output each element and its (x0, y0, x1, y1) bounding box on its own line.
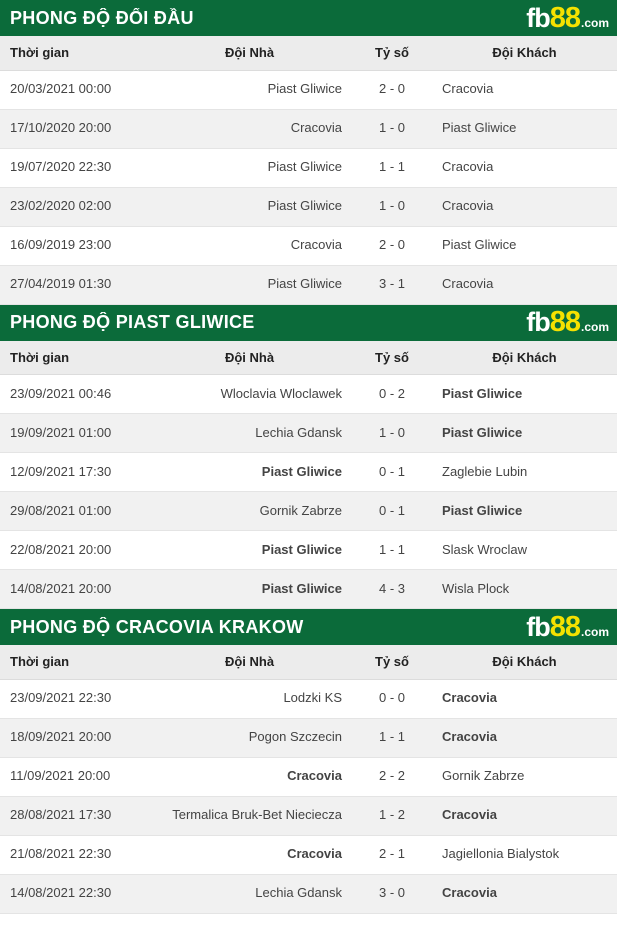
home-team: Piast Gliwice (147, 265, 352, 304)
away-team: Cracovia (432, 70, 617, 109)
home-team: Piast Gliwice (147, 453, 352, 492)
fb88-logo (526, 308, 609, 337)
away-team: Cracovia (432, 679, 617, 718)
match-score: 1 - 0 (352, 109, 432, 148)
away-team: Cracovia (432, 874, 617, 913)
logo-88-text: 88 (549, 1, 580, 34)
away-team: Gornik Zabrze (432, 757, 617, 796)
match-score: 1 - 0 (352, 414, 432, 453)
table-header-row (0, 341, 617, 375)
match-time: 12/09/2021 17:30 (0, 453, 147, 492)
logo-dotcom-text: .com (580, 15, 609, 30)
home-team: Wloclavia Wloclawek (147, 375, 352, 414)
match-time: 18/09/2021 20:00 (0, 718, 147, 757)
match-score: 0 - 2 (352, 375, 432, 414)
away-team: Piast Gliwice (432, 226, 617, 265)
away-team: Zaglebie Lubin (432, 453, 617, 492)
away-team: Cracovia (432, 265, 617, 304)
table-row (0, 375, 617, 414)
column-header-home: Đội Nhà (147, 36, 352, 70)
home-team: Lechia Gdansk (147, 874, 352, 913)
section-header (0, 0, 617, 36)
match-section (0, 609, 617, 914)
match-score: 4 - 3 (352, 570, 432, 609)
table-row (0, 109, 617, 148)
away-team: Piast Gliwice (432, 375, 617, 414)
home-team: Piast Gliwice (147, 187, 352, 226)
table-row (0, 226, 617, 265)
match-time: 21/08/2021 22:30 (0, 835, 147, 874)
table-row (0, 874, 617, 913)
away-team: Wisla Plock (432, 570, 617, 609)
home-team: Gornik Zabrze (147, 492, 352, 531)
home-team: Lechia Gdansk (147, 414, 352, 453)
away-team: Cracovia (432, 796, 617, 835)
column-header-time: Thời gian (0, 341, 147, 375)
match-time: 19/07/2020 22:30 (0, 148, 147, 187)
table-row (0, 570, 617, 609)
table-row (0, 492, 617, 531)
home-team: Cracovia (147, 835, 352, 874)
away-team: Cracovia (432, 187, 617, 226)
match-time: 11/09/2021 20:00 (0, 757, 147, 796)
match-score: 1 - 1 (352, 531, 432, 570)
away-team: Piast Gliwice (432, 414, 617, 453)
table-row (0, 757, 617, 796)
section-title: PHONG ĐỘ CRACOVIA KRAKOW (10, 616, 304, 637)
column-header-score: Tỷ số (352, 341, 432, 375)
match-section (0, 305, 617, 610)
fb88-logo (526, 1, 609, 34)
table-row (0, 187, 617, 226)
match-time: 23/09/2021 00:46 (0, 375, 147, 414)
match-score: 2 - 1 (352, 835, 432, 874)
column-header-score: Tỷ số (352, 36, 432, 70)
home-team: Cracovia (147, 757, 352, 796)
logo-fb-text: fb (526, 611, 550, 642)
match-time: 17/10/2020 20:00 (0, 109, 147, 148)
match-score: 2 - 0 (352, 226, 432, 265)
column-header-away: Đội Khách (432, 645, 617, 679)
matches-table (0, 36, 617, 305)
match-score: 1 - 1 (352, 148, 432, 187)
match-score: 1 - 1 (352, 718, 432, 757)
table-row (0, 453, 617, 492)
column-header-time: Thời gian (0, 645, 147, 679)
match-score: 2 - 2 (352, 757, 432, 796)
match-time: 23/09/2021 22:30 (0, 679, 147, 718)
table-header-row (0, 36, 617, 70)
match-time: 14/08/2021 22:30 (0, 874, 147, 913)
section-header (0, 305, 617, 341)
column-header-home: Đội Nhà (147, 645, 352, 679)
column-header-time: Thời gian (0, 36, 147, 70)
home-team: Lodzki KS (147, 679, 352, 718)
match-time: 20/03/2021 00:00 (0, 70, 147, 109)
table-row (0, 679, 617, 718)
table-row (0, 531, 617, 570)
match-time: 22/08/2021 20:00 (0, 531, 147, 570)
column-header-score: Tỷ số (352, 645, 432, 679)
matches-table (0, 341, 617, 610)
away-team: Cracovia (432, 718, 617, 757)
away-team: Piast Gliwice (432, 109, 617, 148)
home-team: Piast Gliwice (147, 531, 352, 570)
match-score: 2 - 0 (352, 70, 432, 109)
logo-dotcom-text: .com (580, 320, 609, 334)
match-time: 27/04/2019 01:30 (0, 265, 147, 304)
match-score: 3 - 0 (352, 874, 432, 913)
away-team: Piast Gliwice (432, 492, 617, 531)
table-row (0, 148, 617, 187)
column-header-away: Đội Khách (432, 341, 617, 375)
away-team: Jagiellonia Bialystok (432, 835, 617, 874)
home-team: Pogon Szczecin (147, 718, 352, 757)
column-header-away: Đội Khách (432, 36, 617, 70)
home-team: Piast Gliwice (147, 70, 352, 109)
logo-dotcom-text: .com (580, 624, 609, 639)
logo-88-text: 88 (549, 610, 580, 643)
home-team: Termalica Bruk-Bet Nieciecza (147, 796, 352, 835)
fb88-logo (526, 610, 609, 643)
logo-fb-text: fb (526, 2, 550, 33)
match-score: 1 - 0 (352, 187, 432, 226)
match-score: 0 - 0 (352, 679, 432, 718)
table-row (0, 70, 617, 109)
match-score: 3 - 1 (352, 265, 432, 304)
match-time: 28/08/2021 17:30 (0, 796, 147, 835)
section-title: PHONG ĐỘ PIAST GLIWICE (10, 312, 255, 332)
match-time: 14/08/2021 20:00 (0, 570, 147, 609)
match-score: 0 - 1 (352, 492, 432, 531)
match-score: 1 - 2 (352, 796, 432, 835)
match-time: 29/08/2021 01:00 (0, 492, 147, 531)
column-header-home: Đội Nhà (147, 341, 352, 375)
table-row (0, 835, 617, 874)
section-header (0, 609, 617, 645)
section-title: PHONG ĐỘ ĐỐI ĐẦU (10, 7, 194, 28)
logo-88-text: 88 (549, 306, 580, 338)
table-header-row (0, 645, 617, 679)
table-row (0, 414, 617, 453)
logo-fb-text: fb (526, 307, 550, 337)
home-team: Cracovia (147, 226, 352, 265)
match-section (0, 0, 617, 305)
match-time: 19/09/2021 01:00 (0, 414, 147, 453)
matches-table (0, 645, 617, 914)
home-team: Piast Gliwice (147, 570, 352, 609)
home-team: Piast Gliwice (147, 148, 352, 187)
match-score: 0 - 1 (352, 453, 432, 492)
table-row (0, 796, 617, 835)
match-time: 16/09/2019 23:00 (0, 226, 147, 265)
home-team: Cracovia (147, 109, 352, 148)
match-time: 23/02/2020 02:00 (0, 187, 147, 226)
table-row (0, 265, 617, 304)
away-team: Cracovia (432, 148, 617, 187)
table-row (0, 718, 617, 757)
away-team: Slask Wroclaw (432, 531, 617, 570)
